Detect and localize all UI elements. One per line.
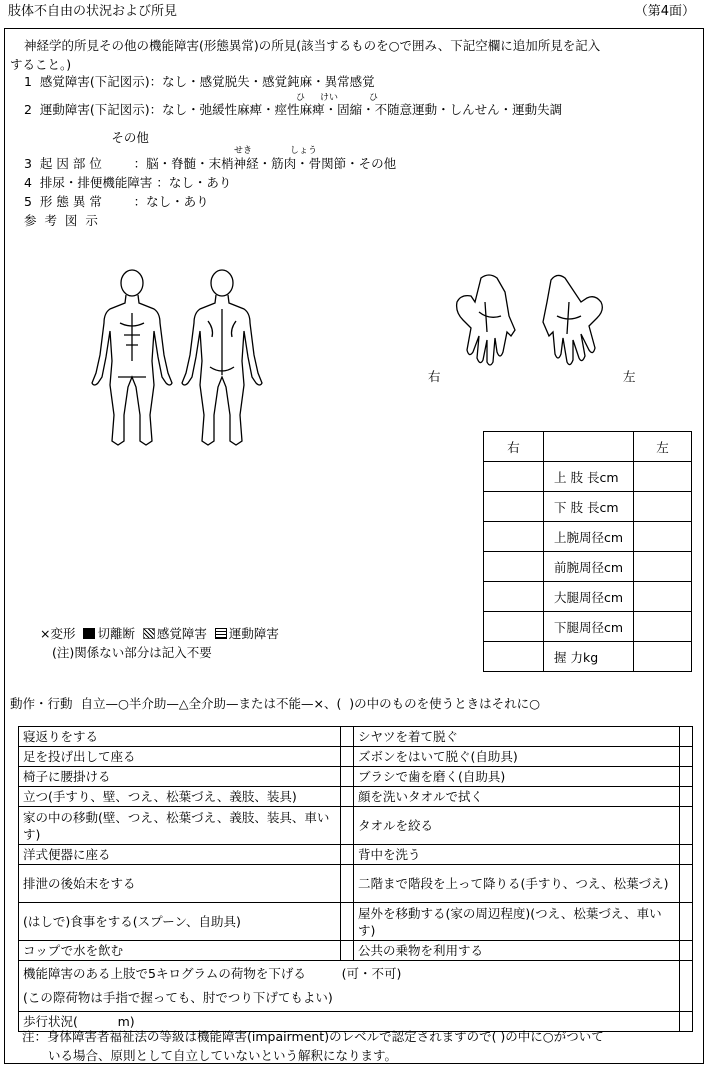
activity-left-mark[interactable]	[340, 767, 353, 787]
measurement-label: 握 力kg	[544, 642, 634, 672]
activity-left-mark[interactable]	[340, 807, 353, 845]
activity-row	[19, 903, 693, 941]
left-hand-outline	[543, 275, 602, 364]
ruby-hi-2: ひ	[369, 93, 379, 103]
measurement-left-cell[interactable]	[634, 642, 692, 672]
measurement-right-cell[interactable]	[484, 492, 544, 522]
carry-line-1: 機能障害のある上肢で5キログラムの荷物を下げる (可・不可)	[23, 966, 402, 981]
measurement-row	[484, 642, 692, 672]
ruby-hi-1: ひ	[296, 93, 306, 103]
hands-figure	[445, 272, 625, 372]
measurement-row	[484, 612, 692, 642]
activity-left-label: 寝返りをする	[19, 727, 341, 747]
legend-sensory: 感覚障害	[156, 626, 207, 641]
measurement-right-cell[interactable]	[484, 612, 544, 642]
measurement-right-cell[interactable]	[484, 462, 544, 492]
activity-right-label: シヤツを着て脱ぐ	[353, 727, 679, 747]
measurement-label: 大腿周径cm	[544, 582, 634, 612]
measurement-left-cell[interactable]	[634, 522, 692, 552]
activity-row	[19, 845, 693, 865]
ruby-kei: けい	[320, 93, 339, 103]
intro-line-2: すること。)	[10, 57, 72, 72]
item-deformity: 5 形 態 異 常 ：なし・あり	[24, 194, 209, 209]
item-sensory: 1 感覚障害(下記図示)：なし・感覚脱失・感覚鈍麻・異常感覚	[24, 74, 375, 89]
activity-row	[19, 727, 693, 747]
activity-right-mark[interactable]	[679, 845, 692, 865]
activity-left-mark[interactable]	[340, 845, 353, 865]
amputation-swatch-icon	[83, 628, 95, 639]
activity-left-label: 足を投げ出して座る	[19, 747, 341, 767]
activity-right-mark[interactable]	[679, 787, 692, 807]
measurement-header-row	[484, 432, 692, 462]
item-motor: 2 運動障害(下記図示)：なし・弛緩性麻痺・痙性麻痺・固縮・不随意運動・しんせん・運動失調	[24, 102, 563, 117]
carry-line-2: (この際荷物は手指で握っても、肘でつり下げてもよい)	[23, 990, 333, 1005]
page-number: （第4面）	[634, 4, 695, 19]
footnote	[22, 1027, 706, 1065]
measurement-label: 上 肢 長cm	[544, 462, 634, 492]
activity-row	[19, 747, 693, 767]
activity-right-label: 背中を洗う	[353, 845, 679, 865]
measurement-left-cell[interactable]	[634, 462, 692, 492]
measurement-row	[484, 582, 692, 612]
measurement-right-cell[interactable]	[484, 522, 544, 552]
measurement-table	[483, 431, 692, 672]
legend-motor: 運動障害	[228, 626, 279, 641]
activity-right-mark[interactable]	[679, 903, 692, 941]
measurement-right-cell[interactable]	[484, 552, 544, 582]
measurement-row	[484, 492, 692, 522]
hand-left-label: 左	[623, 369, 636, 384]
activity-row	[19, 807, 693, 845]
item-cause: 3 起 因 部 位 ：脳・脊髄・末梢神経・筋肉・骨関節・その他	[24, 156, 397, 171]
activities-table	[18, 726, 693, 1032]
activity-right-label: 顔を洗いタオルで拭く	[353, 787, 679, 807]
measurement-header-middle	[544, 432, 634, 462]
hand-right-label: 右	[428, 369, 441, 384]
activity-right-mark[interactable]	[679, 865, 692, 903]
measurement-label: 下 肢 長cm	[544, 492, 634, 522]
activity-left-mark[interactable]	[340, 747, 353, 767]
activity-right-label: ズボンをはいて脱ぐ(自助具)	[353, 747, 679, 767]
activity-left-label: 椅子に腰掛ける	[19, 767, 341, 787]
right-hand-outline	[457, 275, 515, 365]
intro-line-1: 神経学的所見その他の機能障害(形態異常)の所見(該当するものを○で囲み、下記空欄に追加所見を記入	[24, 38, 601, 53]
activity-right-label: タオルを絞る	[353, 807, 679, 845]
measurement-left-cell[interactable]	[634, 552, 692, 582]
activity-left-mark[interactable]	[340, 903, 353, 941]
activity-left-mark[interactable]	[340, 865, 353, 903]
activity-left-mark[interactable]	[340, 941, 353, 961]
figure-legend	[40, 624, 279, 642]
carry-cell	[19, 961, 680, 1012]
activity-right-label: 二階まで階段を上って降りる(手すり、つえ、松葉づえ)	[353, 865, 679, 903]
ruby-shou: しょう	[290, 146, 318, 156]
activity-left-label: 排泄の後始末をする	[19, 865, 341, 903]
measurement-row	[484, 522, 692, 552]
measurement-left-cell[interactable]	[634, 582, 692, 612]
measurement-row	[484, 552, 692, 582]
measurement-left-cell[interactable]	[634, 612, 692, 642]
measurement-row	[484, 462, 692, 492]
legend-note: (注)関係ない部分は記入不要	[52, 645, 212, 660]
back-body-outline	[182, 270, 262, 445]
activity-right-mark[interactable]	[679, 807, 692, 845]
intro-text	[10, 36, 702, 74]
activity-left-label: コップで水を飲む	[19, 941, 341, 961]
item-reference-figure: 参 考 図 示	[24, 213, 98, 228]
measurement-label: 前腕周径cm	[544, 552, 634, 582]
measurement-header-right: 右	[484, 432, 544, 462]
activity-right-label: 屋外を移動する(家の周辺程度)(つえ、松葉づえ、車いす)	[353, 903, 679, 941]
carry-mark[interactable]	[679, 961, 692, 1012]
activity-row	[19, 865, 693, 903]
activity-right-mark[interactable]	[679, 727, 692, 747]
front-body-outline	[92, 270, 172, 445]
item-excretion: 4 排尿・排便機能障害 ：なし・あり	[24, 175, 232, 190]
walking-status: 歩行状況( m)	[19, 1012, 680, 1032]
measurement-header-left: 左	[634, 432, 692, 462]
activity-right-mark[interactable]	[679, 941, 692, 961]
measurement-label: 下腿周径cm	[544, 612, 634, 642]
activity-row	[19, 767, 693, 787]
activity-left-label: (はしで)食事をする(スプーン、自助具)	[19, 903, 341, 941]
item-motor-other: その他	[24, 130, 149, 145]
measurement-label: 上腕周径cm	[544, 522, 634, 552]
activity-right-label: 公共の乗物を利用する	[353, 941, 679, 961]
activity-right-label: ブラシで歯を磨く(自助具)	[353, 767, 679, 787]
activity-left-label: 洋式便器に座る	[19, 845, 341, 865]
activity-left-label: 立つ(手すり、壁、つえ、松葉づえ、義肢、装具)	[19, 787, 341, 807]
measurement-left-cell[interactable]	[634, 492, 692, 522]
activity-right-mark[interactable]	[679, 767, 692, 787]
activity-right-mark[interactable]	[679, 747, 692, 767]
form-title: 肢体不自由の状況および所見	[8, 4, 178, 19]
footnote-line-2: いる場合、原則として自立していないという解釈になります。	[48, 1048, 398, 1063]
activities-heading: 動作・行動 自立—○半介助—△全介助—または不能—×、( )の中のものを使うときはそれに○	[10, 696, 541, 711]
motor-swatch-icon	[215, 628, 227, 639]
carry-row	[19, 961, 693, 1012]
activity-left-label: 家の中の移動(壁、つえ、松葉づえ、義肢、装具、車いす)	[19, 807, 341, 845]
activity-row	[19, 941, 693, 961]
body-figure	[80, 265, 270, 455]
sensory-swatch-icon	[143, 628, 155, 639]
measurement-right-cell[interactable]	[484, 642, 544, 672]
legend-amputation: 切離断	[97, 626, 135, 641]
legend-deform: ×変形	[40, 626, 76, 641]
activity-left-mark[interactable]	[340, 787, 353, 807]
activity-row	[19, 787, 693, 807]
footnote-line-1: 注：身体障害者福祉法の等級は機能障害(impairment)のレベルで認定されますので( )の中に○がついて	[22, 1029, 604, 1044]
ruby-seki: せき	[234, 146, 253, 156]
activity-left-mark[interactable]	[340, 727, 353, 747]
measurement-right-cell[interactable]	[484, 582, 544, 612]
